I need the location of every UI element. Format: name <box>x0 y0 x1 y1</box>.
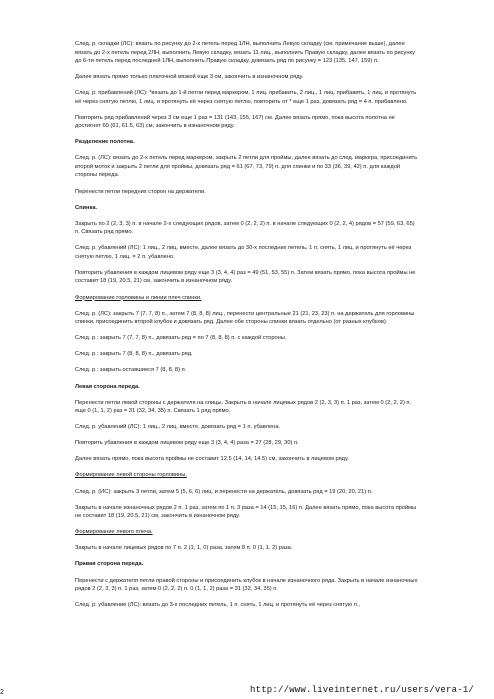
paragraph: След. р. убавлений (ЛС): 1 лиц., 2 лиц. вместе, довязать ряд = 1 п. убавлена. <box>75 424 281 431</box>
paragraph: Перенести петли левой стороны с держателя на спицы. Закрыть в начале лицевых рядов 2 (2, 3, 3) п. 1 раз, затем 0 (2, 2, 2) п. еще 0 (1, 1, 2) раз = 31 (32, 34, 35) п. Связать 1 ряд прямо. <box>75 399 412 415</box>
subsection-heading: Формирование горловины и линии плеч спинки. <box>75 294 202 301</box>
paragraph: След. р. (ИС): закрыть 3 петли, затем 5 (5, 6, 6) лиц. и перенести на держатель, довязать ряд = 19 (20, 20, 21) п. <box>75 488 373 495</box>
subsection-heading: Формирование левой стороны горловины. <box>75 472 187 479</box>
paragraph: След. р.: закрыть оставшиеся 7 (8, 8, 8) п. <box>75 367 187 374</box>
section-heading: Левая сторона переда. <box>75 383 140 390</box>
paragraph: Повторить убавления в каждом лицевом ряду еще 3 (3, 4, 4) раз = 49 (51, 53, 55) п. Затем вязать прямо, пока высота проймы не составит 18 (19, 20.5, 21) см, закончить в изнаночном ряду. <box>75 269 416 285</box>
paragraph: След. р.: закрыть 7 (7, 7, 8) п., довязать ряд = по 7 (8, 8, 8) п. с каждой стороны. <box>75 335 287 342</box>
subsection-heading: Формирование левого плеча. <box>75 529 153 536</box>
paragraph: Закрыть в начале изнаночных рядов 2 п. 1 раз, затем по 1 п. 3 раза = 14 (15, 15, 16) п. Далее вязать прямо, пока высота проймы не составит 18 (19, 20.5, 21) см, закончить в изнаночном ряду. <box>75 504 417 520</box>
section-heading: Правая сторона переда. <box>75 561 144 568</box>
section-heading: Спинка. <box>75 204 98 211</box>
paragraph: Закрыть по 2 (2, 3, 3) п. в начале 2-х следующих рядов, затем 0 (2, 2, 2) п. в начале следующих 0 (2, 2, 4) рядов = 57 (59, 63, 65) п. Связать ряд прямо. <box>75 220 415 236</box>
document-page <box>75 40 420 617</box>
paragraph: Далее вязать прямо только платочной вязкой еще 3 см, закончить в изнаночном ряду. <box>75 74 304 81</box>
paragraph: След. р. убавление (ЛС): вязать до 3-х последних петель, 1 п. снять, 1 лиц. и протянуть её через снятую п., <box>75 602 360 609</box>
paragraph: Повторить ряд прибавлений через 3 см еще 1 раз = 131 (143, 155, 167) см. Далее вязать прямо, пока высота полотна не достигнет 60 (61, 61.5, 63) см, закончить в изнаночном ряду. <box>75 114 395 130</box>
paragraph: След. р. прибавлений (ЛС): *вязать до 1-й петли перед маркером, 1 лиц. прибавить, 2 лиц., 1 лиц. прибавить, 1 лиц. и протянуть её через снятую петлю, 1 лиц. и протянуть её через снятую петлю, повторить от * еще 1 раз, довязать ряд = 4 п. прибавлено. <box>75 90 417 105</box>
paragraph: Повторить убавления в каждом лицевом ряду еще 3 (3, 4, 4) раза = 27 (28, 29, 30) п. <box>75 440 299 447</box>
paragraph: Закрыть в начале лицевых рядов по 7 п. 2 (1, 1, 0) раза, затем 8 п. 0 (1, 1, 2) раза. <box>75 545 293 552</box>
paragraph: След. р. убавлений (ЛС): 1 лиц., 2 лиц. вместе, далее вязать до 30-х последних петель, 1 п. снять, 1 лиц. и протянуть её через снятую петлю, 1 лиц. = 2 п. убавлено. <box>75 245 412 260</box>
paragraph: След. р. (ЛС): закрыть 7 (7, 7, 8) п., затем 7 (8, 8, 8) лиц., перенести центральные 21 (21, 23, 23) п. на держатель для горловины спинки, присоединить второй клубок и довязать ряд. Далее обе стороны спинки вязать отдельно (от разных клубков). <box>75 310 415 326</box>
watermark-url: http://www.liveinternet.ru/users/vera-1/ <box>250 685 475 695</box>
paragraph: Перенести с держателя петли правой стороны и присоединить клубок в начале изнаночного ряда. Закрыть в начале изнаночных рядов 2 (2, 3, 3) п. 1 раз, затем 0 (2, 2, 2) п. 0 (1, 1, 2) раза = 31 (32, 34, 35) п. <box>75 577 418 593</box>
paragraph: Далее вязать прямо, пока высота проймы не составит 12.5 (14, 14, 14.5) см, закончить в лицевом ряду. <box>75 456 349 463</box>
section-heading: Разделение полотна. <box>75 139 135 146</box>
paragraph: След. р.: закрыть 7 (8, 8, 8) п., довязать ряд. <box>75 351 193 358</box>
page-number: 2 <box>0 689 4 696</box>
paragraph: След. р. складки (ЛС): вязать по рисунку до 2-х петель перед 1ЛН, выполнить Левую складку (см. примечание выше), далее вязать до 2-х петель перед 2ЛН, выполнить Левую складку, вязать 11 лиц., выполнить Правую складку, далее вязать по рисунку до 6-ти петель перед последней 1ЛН, выполнить Правую складку, довязать ряд по рисунку = 123 (135, 147, 159) п. <box>75 41 415 64</box>
paragraph: Перенести петли передних сторон на держатели. <box>75 188 206 195</box>
paragraph: След. р. (ЛС): вязать до 2-х петель перед маркером, закрыть 2 петли для проймы, далее вязать до след. маркера, присоединить второй моток и закрыть 2 петли для проймы, довязать ряд = 61 (67, 73, 79) п. для спинки и по 33 (36, 39, 42) п. для каждой стороны переда. <box>75 155 418 179</box>
